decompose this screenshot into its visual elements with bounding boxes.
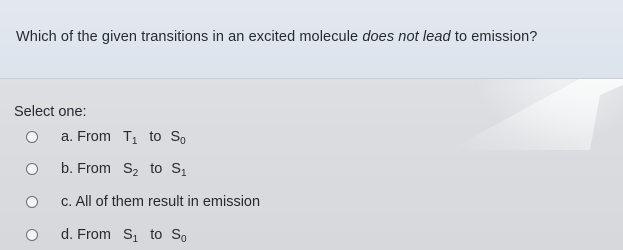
option-c-label: c. All of them result in emission [61,194,261,210]
option-b-label: b. From $S_2$ to $S_1$ [61,161,187,179]
option-c[interactable] [26,192,261,212]
question-text: Which of the given transitions in an excited molecule does not lead to emission? [16,29,538,45]
radio-button-c[interactable] [26,196,38,208]
radio-button-d[interactable] [26,229,38,241]
option-a-label: a. From $T_1$ to $S_0$ [61,129,186,147]
question-emphasis: does not lead [362,29,451,45]
option-d-label: d. From $S_1$ to $S_0$ [61,227,187,245]
question-box [0,0,623,79]
radio-button-b[interactable] [26,163,38,175]
option-a[interactable] [26,127,186,147]
radio-button-a[interactable] [26,131,38,143]
option-d[interactable] [26,225,187,245]
select-one-label: Select one: [14,104,87,120]
option-b[interactable] [26,159,187,179]
